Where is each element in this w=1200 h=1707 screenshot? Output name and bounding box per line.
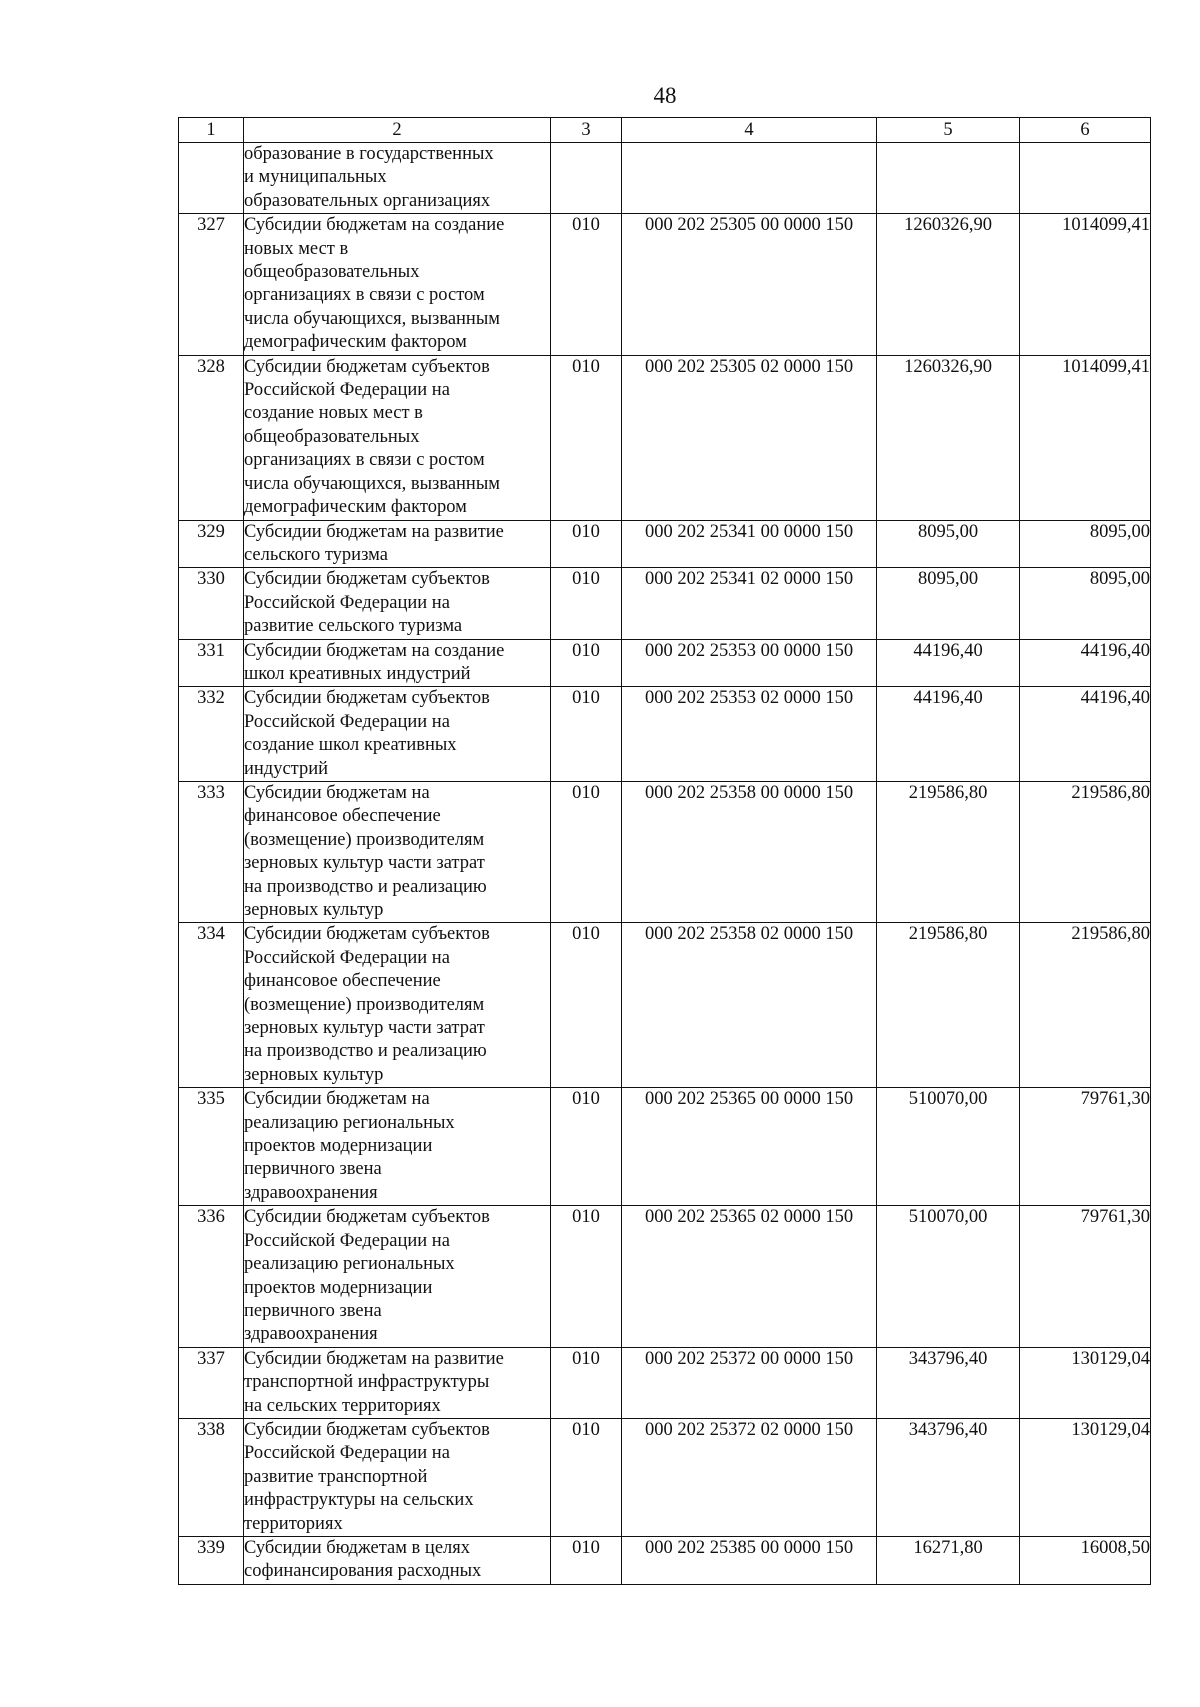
admin-code: 010 [551, 1536, 622, 1584]
admin-code: 010 [551, 1347, 622, 1418]
row-number: 333 [179, 781, 244, 922]
row-number: 330 [179, 568, 244, 639]
approved-amount: 343796,40 [877, 1347, 1020, 1418]
table-row [179, 214, 1151, 355]
approved-amount: 8095,00 [877, 520, 1020, 568]
admin-code: 010 [551, 1206, 622, 1347]
budget-classification-code: 000 202 25365 00 0000 150 [622, 1088, 877, 1206]
table-row [179, 1347, 1151, 1418]
admin-code: 010 [551, 923, 622, 1088]
table-row [179, 781, 1151, 922]
row-number: 338 [179, 1418, 244, 1536]
revenue-name: Субсидии бюджетам субъектов Российской Федерации на создание новых мест в общеобразовательных организациях в связи с ростом числа обучающихся, вызванным демографическим фактором [244, 355, 551, 520]
approved-amount: 44196,40 [877, 687, 1020, 782]
revenue-name: Субсидии бюджетам в целях софинансирования расходных [244, 1536, 551, 1584]
table-row [179, 1536, 1151, 1584]
table-body [179, 143, 1151, 1585]
header-col-4: 4 [622, 118, 877, 143]
approved-amount: 1260326,90 [877, 355, 1020, 520]
executed-amount: 219586,80 [1020, 923, 1151, 1088]
table-row [179, 1418, 1151, 1536]
table-row [179, 143, 1151, 214]
header-col-1: 1 [179, 118, 244, 143]
budget-classification-code: 000 202 25358 02 0000 150 [622, 923, 877, 1088]
budget-classification-code: 000 202 25365 02 0000 150 [622, 1206, 877, 1347]
revenue-name: Субсидии бюджетам субъектов Российской Федерации на развитие транспортной инфраструктуры на сельских территориях [244, 1418, 551, 1536]
approved-amount: 44196,40 [877, 639, 1020, 687]
budget-classification-code: 000 202 25341 00 0000 150 [622, 520, 877, 568]
approved-amount: 219586,80 [877, 781, 1020, 922]
row-number: 334 [179, 923, 244, 1088]
budget-table [178, 117, 1151, 1585]
revenue-name: образование в государственных и муниципальных образовательных организациях [244, 143, 551, 214]
budget-classification-code: 000 202 25305 00 0000 150 [622, 214, 877, 355]
admin-code: 010 [551, 214, 622, 355]
executed-amount: 1014099,41 [1020, 214, 1151, 355]
row-number: 339 [179, 1536, 244, 1584]
approved-amount: 1260326,90 [877, 214, 1020, 355]
budget-classification-code: 000 202 25305 02 0000 150 [622, 355, 877, 520]
row-number [179, 143, 244, 214]
row-number: 327 [179, 214, 244, 355]
revenue-name: Субсидии бюджетам субъектов Российской Федерации на развитие сельского туризма [244, 568, 551, 639]
budget-classification-code: 000 202 25353 00 0000 150 [622, 639, 877, 687]
row-number: 329 [179, 520, 244, 568]
budget-classification-code: 000 202 25358 00 0000 150 [622, 781, 877, 922]
admin-code: 010 [551, 520, 622, 568]
table-row [179, 1206, 1151, 1347]
row-number: 335 [179, 1088, 244, 1206]
revenue-name: Субсидии бюджетам на реализацию региональных проектов модернизации первичного звена здравоохранения [244, 1088, 551, 1206]
header-col-2: 2 [244, 118, 551, 143]
executed-amount: 16008,50 [1020, 1536, 1151, 1584]
approved-amount: 219586,80 [877, 923, 1020, 1088]
row-number: 331 [179, 639, 244, 687]
revenue-name: Субсидии бюджетам на создание новых мест в общеобразовательных организациях в связи с ростом числа обучающихся, вызванным демографическим фактором [244, 214, 551, 355]
approved-amount [877, 143, 1020, 214]
revenue-name: Субсидии бюджетам на создание школ креативных индустрий [244, 639, 551, 687]
approved-amount: 343796,40 [877, 1418, 1020, 1536]
admin-code: 010 [551, 355, 622, 520]
admin-code: 010 [551, 639, 622, 687]
row-number: 332 [179, 687, 244, 782]
header-col-5: 5 [877, 118, 1020, 143]
executed-amount: 44196,40 [1020, 639, 1151, 687]
budget-classification-code: 000 202 25385 00 0000 150 [622, 1536, 877, 1584]
table-row [179, 355, 1151, 520]
approved-amount: 510070,00 [877, 1088, 1020, 1206]
admin-code: 010 [551, 687, 622, 782]
table-row [179, 568, 1151, 639]
executed-amount: 79761,30 [1020, 1206, 1151, 1347]
executed-amount: 130129,04 [1020, 1347, 1151, 1418]
row-number: 336 [179, 1206, 244, 1347]
revenue-name: Субсидии бюджетам субъектов Российской Федерации на финансовое обеспечение (возмещение) производителям зерновых культур части затрат на производство и реализацию зерновых культур [244, 923, 551, 1088]
approved-amount: 8095,00 [877, 568, 1020, 639]
admin-code: 010 [551, 781, 622, 922]
header-col-6: 6 [1020, 118, 1151, 143]
table-row [179, 687, 1151, 782]
budget-classification-code [622, 143, 877, 214]
admin-code: 010 [551, 1088, 622, 1206]
executed-amount: 79761,30 [1020, 1088, 1151, 1206]
table-row [179, 1088, 1151, 1206]
row-number: 337 [179, 1347, 244, 1418]
approved-amount: 510070,00 [877, 1206, 1020, 1347]
executed-amount: 219586,80 [1020, 781, 1151, 922]
table-row [179, 520, 1151, 568]
executed-amount [1020, 143, 1151, 214]
revenue-name: Субсидии бюджетам на финансовое обеспечение (возмещение) производителям зерновых культур части затрат на производство и реализацию зерновых культур [244, 781, 551, 922]
executed-amount: 8095,00 [1020, 568, 1151, 639]
executed-amount: 44196,40 [1020, 687, 1151, 782]
budget-classification-code: 000 202 25341 02 0000 150 [622, 568, 877, 639]
table-header [179, 118, 1151, 143]
revenue-name: Субсидии бюджетам субъектов Российской Федерации на реализацию региональных проектов модернизации первичного звена здравоохранения [244, 1206, 551, 1347]
page-number: 48 [653, 83, 677, 108]
executed-amount: 8095,00 [1020, 520, 1151, 568]
approved-amount: 16271,80 [877, 1536, 1020, 1584]
admin-code [551, 143, 622, 214]
revenue-name: Субсидии бюджетам на развитие транспортной инфраструктуры на сельских территориях [244, 1347, 551, 1418]
revenue-name: Субсидии бюджетам субъектов Российской Федерации на создание школ креативных индустрий [244, 687, 551, 782]
header-row [179, 118, 1151, 143]
budget-classification-code: 000 202 25372 00 0000 150 [622, 1347, 877, 1418]
table-row [179, 923, 1151, 1088]
budget-classification-code: 000 202 25353 02 0000 150 [622, 687, 877, 782]
executed-amount: 1014099,41 [1020, 355, 1151, 520]
header-col-3: 3 [551, 118, 622, 143]
executed-amount: 130129,04 [1020, 1418, 1151, 1536]
revenue-name: Субсидии бюджетам на развитие сельского туризма [244, 520, 551, 568]
row-number: 328 [179, 355, 244, 520]
admin-code: 010 [551, 568, 622, 639]
budget-classification-code: 000 202 25372 02 0000 150 [622, 1418, 877, 1536]
admin-code: 010 [551, 1418, 622, 1536]
table-row [179, 639, 1151, 687]
